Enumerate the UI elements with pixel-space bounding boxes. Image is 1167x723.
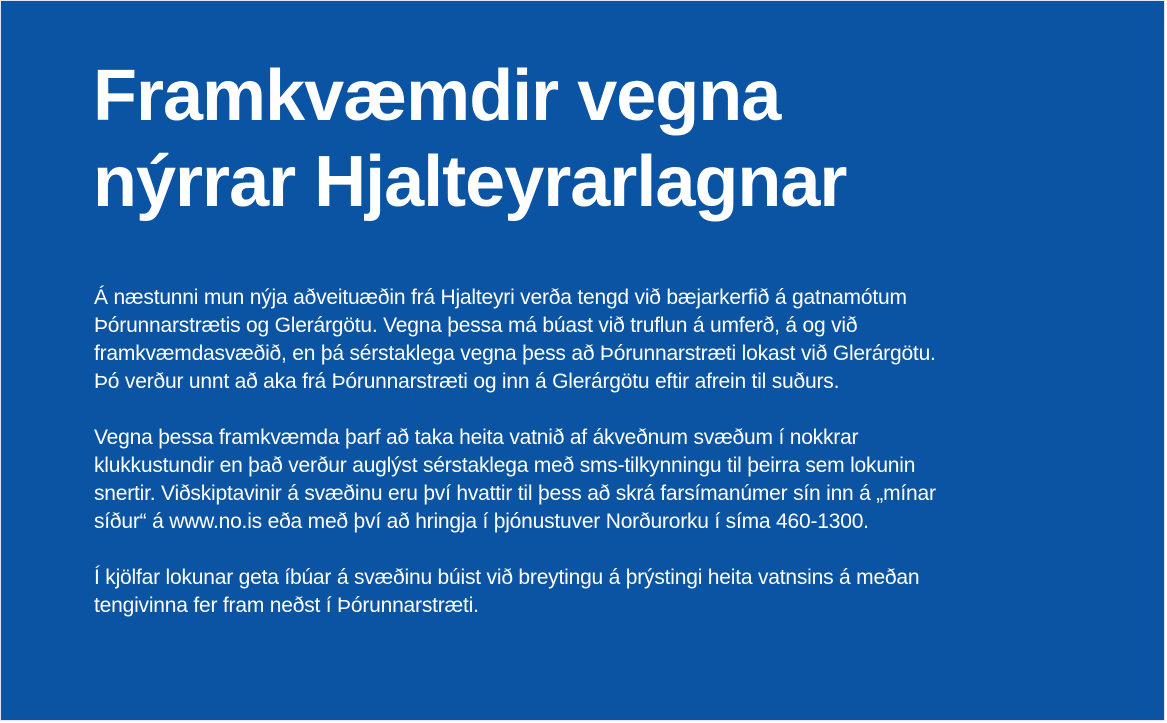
paragraph-line: Vegna þessa framkvæmda þarf að taka heita vatnið af ákveðnum svæðum í nokkrar xyxy=(94,426,859,449)
paragraph-line: síður“ á www.no.is eða með því að hringja í þjónustuver Norðurorku í síma 460-1300. xyxy=(94,510,869,533)
paragraph-line: snertir. Viðskiptavinir á svæðinu eru því hvattir til þess að skrá farsímanúmer sín inn á „mínar xyxy=(94,482,936,505)
paragraph-line: framkvæmdasvæðið, en þá sérstaklega vegna þess að Þórunnarstræti lokast við Glerárgötu. xyxy=(94,342,936,365)
paragraph-line: Þórunnarstrætis og Glerárgötu. Vegna þessa má búast við truflun á umferð, á og við xyxy=(94,314,858,337)
title-line-1: Framkvæmdir vegna xyxy=(93,56,781,136)
paragraph-line: tengivinna fer fram neðst í Þórunnarstræti. xyxy=(94,594,479,617)
paragraph-line: Þó verður unnt að aka frá Þórunnarstræti og inn á Glerárgötu eftir afrein til suðurs. xyxy=(94,370,840,393)
paragraph-road-closure xyxy=(94,284,1134,396)
paragraph-line: Á næstunni mun nýja aðveituæðin frá Hjalteyri verða tengd við bæjarkerfið á gatnamótum xyxy=(94,286,907,309)
notice-body xyxy=(94,284,1134,648)
paragraph-line: Í kjölfar lokunar geta íbúar á svæðinu búist við breytingu á þrýstingi heita vatnsins á meðan xyxy=(94,566,920,589)
paragraph-hot-water-shutoff xyxy=(94,424,1134,536)
notice-title xyxy=(93,53,1133,226)
title-line-2: nýrrar Hjalteyrarlagnar xyxy=(93,142,847,223)
paragraph-line: klukkustundir en það verður auglýst sérstaklega með sms-tilkynningu til þeirra sem lokunin xyxy=(94,454,916,477)
paragraph-pressure-change xyxy=(94,564,1134,620)
